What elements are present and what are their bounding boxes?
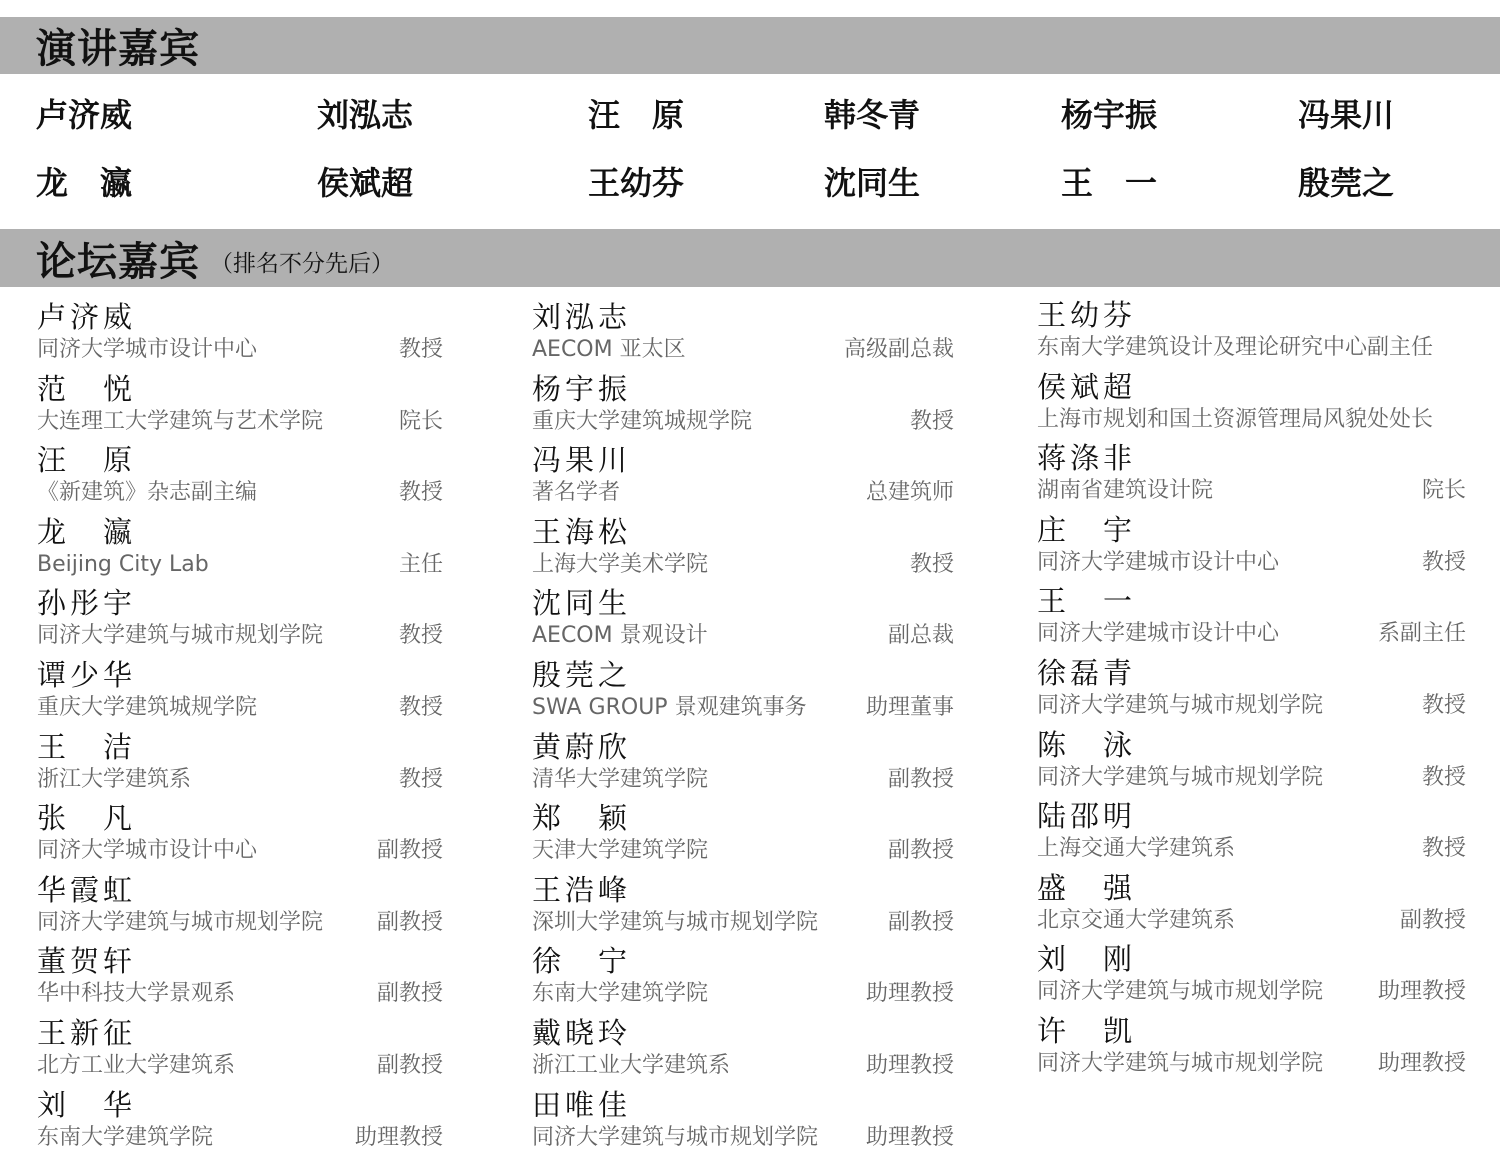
guest-organization: 同济大学建筑与城市规划学院 <box>37 623 324 649</box>
guest-entry <box>1037 726 1466 798</box>
guest-entry <box>532 1014 954 1086</box>
guest-affiliation-line <box>532 766 954 794</box>
guest-title: 助理教授 <box>865 1052 954 1078</box>
guest-entry <box>37 1086 443 1158</box>
guest-affiliation-line <box>532 837 954 865</box>
guest-title: 副教授 <box>1399 907 1466 933</box>
guest-affiliation-line <box>1037 907 1466 935</box>
guest-affiliation-line <box>532 408 954 436</box>
guest-entry <box>532 942 954 1014</box>
guest-entry <box>532 513 954 585</box>
guest-organization: 清华大学建筑学院 <box>532 766 709 792</box>
guest-entry <box>1037 869 1466 941</box>
guest-title: 系副主任 <box>1377 621 1466 647</box>
guest-name: 侯斌超 <box>1037 369 1137 404</box>
guest-title: 副教授 <box>887 909 954 935</box>
speakers-title: 演讲嘉宾 <box>36 26 200 72</box>
guest-organization: Beijing City Lab <box>37 551 209 577</box>
guest-organization: 北方工业大学建筑系 <box>37 1052 236 1078</box>
guest-affiliation-line <box>532 1124 954 1152</box>
guest-organization: SWA GROUP 景观建筑事务 <box>532 694 807 720</box>
guest-affiliation-line <box>37 479 443 507</box>
guest-affiliation-line <box>1037 549 1466 577</box>
guest-entry <box>532 871 954 943</box>
speakers-header <box>0 17 1500 74</box>
guest-name: 许 凯 <box>1037 1013 1137 1048</box>
guest-name: 冯果川 <box>532 443 632 478</box>
forum-header <box>0 229 1500 287</box>
guest-title: 教授 <box>909 551 954 577</box>
guest-organization: 同济大学建城市设计中心 <box>1037 549 1280 575</box>
guest-affiliation-line <box>37 1124 443 1152</box>
guest-entry <box>37 370 443 442</box>
guest-name: 沈同生 <box>532 586 632 621</box>
guest-entry <box>37 942 443 1014</box>
speakers-row <box>36 90 1476 158</box>
guest-organization: 东南大学建筑设计及理论研究中心副主任 <box>1037 335 1434 360</box>
guest-title: 院长 <box>1421 478 1466 504</box>
guest-title: 总建筑师 <box>865 480 954 506</box>
guest-entry <box>37 441 443 513</box>
guest-affiliation-line <box>1037 406 1466 434</box>
guest-affiliation-line <box>37 408 443 436</box>
guest-entry <box>37 298 443 370</box>
guest-affiliation-line <box>37 551 443 579</box>
forum-column <box>37 298 443 1157</box>
guest-affiliation-line <box>532 1052 954 1080</box>
guest-name: 徐磊青 <box>1037 655 1137 690</box>
guest-entry <box>1037 368 1466 440</box>
guest-affiliation-line <box>532 551 954 579</box>
guest-entry <box>37 656 443 728</box>
guest-organization: AECOM 景观设计 <box>532 623 708 649</box>
guest-title: 副教授 <box>376 981 443 1007</box>
guest-affiliation-line <box>37 694 443 722</box>
guest-entry <box>532 584 954 656</box>
speaker-name: 冯果川 <box>1298 96 1395 134</box>
guest-entry <box>532 298 954 370</box>
guest-entry <box>37 871 443 943</box>
guest-entry <box>532 441 954 513</box>
guest-organization: 东南大学建筑学院 <box>532 981 709 1007</box>
guest-entry <box>37 513 443 585</box>
speaker-name: 刘泓志 <box>317 96 414 134</box>
speaker-name: 侯斌超 <box>317 164 414 202</box>
guest-organization: 同济大学建筑与城市规划学院 <box>1037 764 1324 790</box>
guest-name: 王 一 <box>1037 584 1137 619</box>
guest-entry <box>1037 797 1466 869</box>
guest-name: 殷莞之 <box>532 657 632 692</box>
guest-name: 孙彤宇 <box>37 586 137 621</box>
guest-entry <box>37 728 443 800</box>
guest-affiliation-line <box>1037 764 1466 792</box>
guest-organization: 湖南省建筑设计院 <box>1037 478 1214 504</box>
guest-title: 副总裁 <box>887 623 954 649</box>
forum-title: 论坛嘉宾 <box>36 238 200 285</box>
guest-organization: 北京交通大学建筑系 <box>1037 907 1236 933</box>
guest-title: 副教授 <box>887 766 954 792</box>
guest-affiliation-line <box>37 336 443 364</box>
guest-affiliation-line <box>1037 692 1466 720</box>
guest-organization: 浙江大学建筑系 <box>37 766 192 792</box>
guest-title: 助理教授 <box>1377 1050 1466 1076</box>
guest-organization: 同济大学建筑与城市规划学院 <box>532 1124 819 1150</box>
forum-subtitle: （排名不分先后） <box>210 250 394 277</box>
speaker-name: 殷莞之 <box>1298 164 1395 202</box>
guest-name: 董贺轩 <box>37 944 137 979</box>
guest-title: 教授 <box>1421 764 1466 790</box>
guest-name: 陆邵明 <box>1037 799 1137 834</box>
guest-entry <box>1037 511 1466 583</box>
guest-title: 教授 <box>398 337 443 362</box>
guest-affiliation-line <box>1037 835 1466 863</box>
guest-name: 庄 宇 <box>1037 512 1137 547</box>
guest-title: 教授 <box>398 766 443 792</box>
guest-organization: 同济大学建城市设计中心 <box>1037 621 1280 647</box>
guest-organization: 东南大学建筑学院 <box>37 1124 214 1150</box>
guest-title: 副教授 <box>376 1052 443 1078</box>
guest-name: 盛 强 <box>1037 870 1137 905</box>
guest-organization: 华中科技大学景观系 <box>37 981 236 1007</box>
guest-name: 陈 泳 <box>1037 727 1137 762</box>
guest-entry <box>1037 940 1466 1012</box>
guest-name: 王 洁 <box>37 729 137 764</box>
speaker-name: 沈同生 <box>824 164 921 202</box>
guest-name: 戴晓玲 <box>532 1015 632 1050</box>
guest-entry <box>1037 296 1466 368</box>
guest-affiliation-line <box>1037 477 1466 505</box>
guest-organization: 重庆大学建筑城规学院 <box>532 408 753 434</box>
guest-entry <box>532 370 954 442</box>
guest-organization: 同济大学建筑与城市规划学院 <box>37 909 324 935</box>
guest-name: 王海松 <box>532 514 632 549</box>
speaker-name: 韩冬青 <box>824 96 921 134</box>
guest-affiliation-line <box>1037 978 1466 1006</box>
guest-organization: AECOM 亚太区 <box>532 337 686 362</box>
guest-organization: 《新建筑》杂志副主编 <box>37 480 258 506</box>
speaker-name: 王 一 <box>1061 164 1158 202</box>
guest-organization: 同济大学城市设计中心 <box>37 337 258 362</box>
guest-affiliation-line <box>37 1052 443 1080</box>
guest-name: 华霞虹 <box>37 872 137 907</box>
guest-title: 助理教授 <box>354 1124 443 1150</box>
guest-title: 助理教授 <box>865 1124 954 1150</box>
guest-title: 助理教授 <box>1377 979 1466 1005</box>
guest-title: 教授 <box>1421 692 1466 718</box>
guest-organization: 天津大学建筑学院 <box>532 838 709 864</box>
guest-name: 郑 颖 <box>532 801 632 836</box>
speakers-row <box>36 158 1476 226</box>
guest-title: 副教授 <box>376 909 443 935</box>
guest-organization: 上海交通大学建筑系 <box>1037 836 1236 862</box>
guest-organization: 浙江工业大学建筑系 <box>532 1052 731 1078</box>
guest-affiliation-line <box>532 479 954 507</box>
guest-organization: 上海市规划和国土资源管理局风貌处处长 <box>1037 406 1434 432</box>
guest-entry <box>1037 439 1466 511</box>
guest-name: 王浩峰 <box>532 872 632 907</box>
guest-entry <box>1037 1012 1466 1084</box>
guest-title: 教授 <box>398 623 443 649</box>
guest-organization: 重庆大学建筑城规学院 <box>37 694 258 720</box>
speaker-name: 汪 原 <box>588 96 685 134</box>
guest-organization: 著名学者 <box>532 480 621 506</box>
guest-affiliation-line <box>37 980 443 1008</box>
guest-affiliation-line <box>532 622 954 650</box>
guest-name: 蒋涤非 <box>1037 441 1137 476</box>
guest-affiliation-line <box>532 909 954 937</box>
guest-name: 王新征 <box>37 1015 137 1050</box>
forum-column <box>1037 296 1466 1084</box>
guest-organization: 同济大学城市设计中心 <box>37 838 258 864</box>
guest-affiliation-line <box>1037 334 1466 362</box>
guest-affiliation-line <box>37 622 443 650</box>
guest-organization: 大连理工大学建筑与艺术学院 <box>37 408 324 434</box>
guest-name: 徐 宁 <box>532 944 632 979</box>
guest-entry <box>1037 582 1466 654</box>
guest-title: 教授 <box>1421 836 1466 862</box>
guest-organization: 深圳大学建筑与城市规划学院 <box>532 909 819 935</box>
guest-organization: 同济大学建筑与城市规划学院 <box>1037 692 1324 718</box>
speakers-grid <box>36 90 1476 226</box>
guest-title: 副教授 <box>376 838 443 864</box>
guest-name: 刘 刚 <box>1037 942 1137 977</box>
guest-name: 刘泓志 <box>532 300 632 334</box>
guest-name: 谭少华 <box>37 657 137 692</box>
guest-title: 教授 <box>909 408 954 434</box>
guest-organization: 上海大学美术学院 <box>532 551 709 577</box>
guest-affiliation-line <box>37 909 443 937</box>
guest-name: 范 悦 <box>37 371 137 406</box>
speaker-name: 王幼芬 <box>588 164 685 202</box>
guest-title: 助理董事 <box>865 694 954 720</box>
guest-name: 刘 华 <box>37 1087 137 1122</box>
guest-title: 教授 <box>398 694 443 720</box>
guest-entry <box>532 1086 954 1158</box>
guest-affiliation-line <box>532 694 954 722</box>
speaker-name: 卢济威 <box>36 96 133 134</box>
guest-name: 杨宇振 <box>532 371 632 406</box>
guest-name: 田唯佳 <box>532 1087 632 1122</box>
guest-entry <box>37 1014 443 1086</box>
guest-affiliation-line <box>1037 1050 1466 1078</box>
guest-name: 汪 原 <box>37 443 137 478</box>
guest-name: 龙 瀛 <box>37 514 137 549</box>
guest-affiliation-line <box>1037 620 1466 648</box>
guest-title: 教授 <box>398 480 443 506</box>
guest-entry <box>37 584 443 656</box>
guest-name: 王幼芬 <box>1037 298 1137 332</box>
guest-entry <box>37 799 443 871</box>
forum-column <box>532 298 954 1157</box>
guest-entry <box>532 799 954 871</box>
guest-title: 院长 <box>398 408 443 434</box>
guest-entry <box>1037 654 1466 726</box>
guest-title: 高级副总裁 <box>843 337 954 362</box>
guest-title: 副教授 <box>887 838 954 864</box>
guest-affiliation-line <box>37 837 443 865</box>
speaker-name: 龙 瀛 <box>36 164 133 202</box>
speaker-name: 杨宇振 <box>1061 96 1158 134</box>
guest-entry <box>532 656 954 728</box>
guest-name: 张 凡 <box>37 801 137 836</box>
guest-organization: 同济大学建筑与城市规划学院 <box>1037 979 1324 1005</box>
guest-organization: 同济大学建筑与城市规划学院 <box>1037 1050 1324 1076</box>
guest-title: 助理教授 <box>865 981 954 1007</box>
guest-affiliation-line <box>532 336 954 364</box>
guest-name: 卢济威 <box>37 300 137 334</box>
guest-title: 教授 <box>1421 549 1466 575</box>
guest-title: 主任 <box>398 551 443 577</box>
guest-affiliation-line <box>37 766 443 794</box>
guest-affiliation-line <box>532 980 954 1008</box>
guest-name: 黄蔚欣 <box>532 729 632 764</box>
guest-entry <box>532 728 954 800</box>
